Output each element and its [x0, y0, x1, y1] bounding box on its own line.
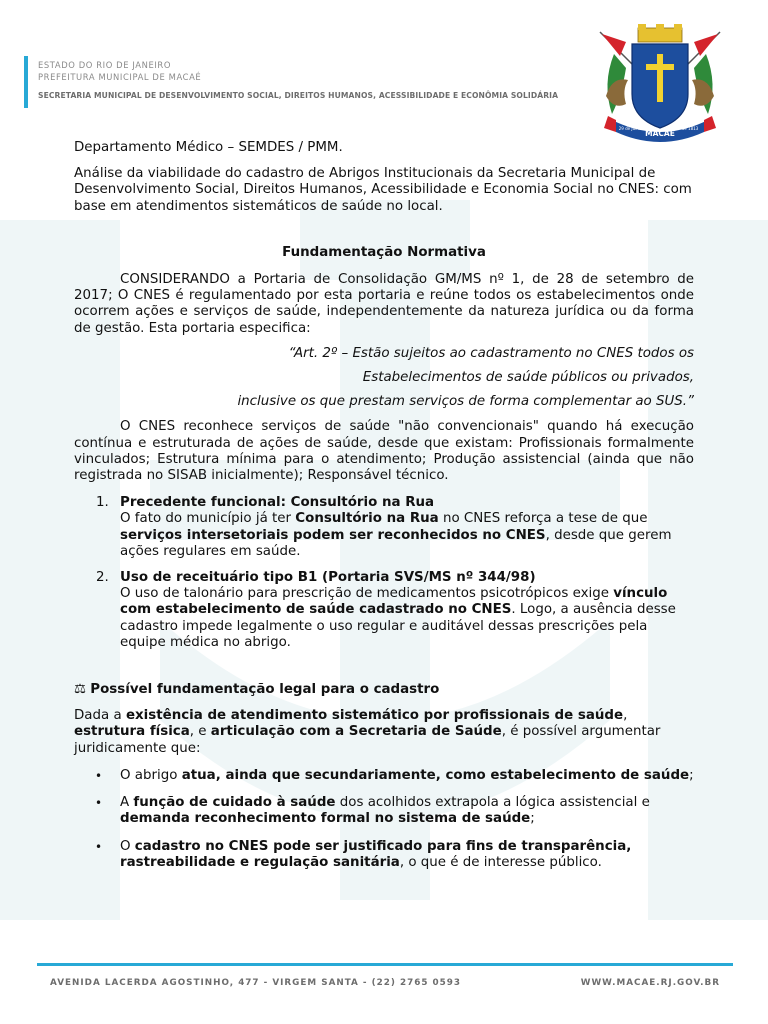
analysis-paragraph: Análise da viabilidade do cadastro de Abrigos Institucionais da Secretaria Municipal de Desenvolvimento Social, Direitos Humanos, Acessibilidade e Economia Social no CNES: com base em atendimentos sistemáticos de saúde no local.	[74, 166, 692, 214]
bullet-item: • O cadastro no CNES pode ser justificado para fins de transparência, rastreabilidade e regulação sanitária, o que é de interesse público.	[95, 838, 632, 870]
letterhead-text	[38, 60, 558, 102]
document-body	[74, 140, 694, 871]
section-title-normative-text: Fundamentação Normativa	[282, 244, 486, 260]
list-item	[74, 570, 694, 651]
letterhead-state: ESTADO DO RIO DE JANEIRO	[38, 60, 172, 70]
crest-label: MACAÉ	[645, 129, 675, 138]
bullet-icon: •	[95, 796, 103, 811]
bullet-item: • O abrigo atua, ainda que secundariamente, como estabelecimento de saúde;	[95, 767, 694, 783]
list-item-title: Uso de receituário tipo B1 (Portaria SVS/MS nº 344/98)	[120, 570, 536, 586]
section-title-legal	[74, 682, 694, 698]
list-item-text: O fato do município já ter Consultório na Rua no CNES reforça a tese de que serviços intersetoriais podem ser reconhecidos no CNES, desde que gerem ações regulares em saúde.	[120, 511, 672, 559]
footer-website-link[interactable]: WWW.MACAE.RJ.GOV.BR	[580, 978, 720, 988]
section-title-normative	[74, 245, 694, 261]
footer-address: AVENIDA LACERDA AGOSTINHO, 477 - VIRGEM SANTA - (22) 2765 0593	[50, 978, 462, 988]
considerando-paragraph: CONSIDERANDO a Portaria de Consolidação GM/MS nº 1, de 28 de setembro de 2017; O CNES é regulamentado por esta portaria e reúne todos os estabelecimentos onde ocorrem ações e serviços de saúde, independentemente da natureza jurídica ou da forma de gestão. Esta portaria especifica:	[74, 272, 694, 336]
cnes-paragraph: O CNES reconhece serviços de saúde "não convencionais" quando há execução contínua e estruturada de ações de saúde, desde que existam: Profissionais formalmente vinculados; Estrutura mínima para o atendimento; Produção assistencial (ainda que não registrada no SISAB inicialmente); Responsável técnico.	[74, 419, 694, 484]
quote-line-3: inclusive os que prestam serviços de forma complementar ao SUS.”	[237, 394, 694, 410]
dada-paragraph: Dada a existência de atendimento sistemático por profissionais de saúde, estrutura física, e articulação com a Secretaria de Saúde, é possível argumentar juridicamente que:	[74, 708, 661, 756]
list-item-number: 1.	[96, 495, 109, 511]
letterhead-accent-bar	[24, 56, 28, 108]
letterhead-prefecture: PREFEITURA MUNICIPAL DE MACAÉ	[38, 71, 202, 82]
crest-right-text: de 1813	[681, 126, 699, 131]
scales-icon: ⚖	[74, 682, 87, 698]
quote-line-2: Estabelecimentos de saúde públicos ou privados,	[362, 370, 694, 386]
bullet-item: • A função de cuidado à saúde dos acolhidos extrapola a lógica assistencial e demanda reconhecimento formal no sistema de saúde;	[95, 795, 650, 827]
letterhead	[24, 56, 584, 108]
legal-quote	[74, 346, 694, 411]
footer-divider	[37, 963, 733, 966]
department-line: Departamento Médico – SEMDES / PMM.	[74, 140, 343, 155]
bullet-icon: •	[95, 768, 103, 783]
list-item	[74, 495, 694, 560]
crest-left-text: 29 de Julho	[618, 126, 642, 131]
bullet-icon: •	[95, 839, 103, 854]
list-item-title: Precedente funcional: Consultório na Rua	[120, 495, 435, 511]
letterhead-secretariat: SECRETARIA MUNICIPAL DE DESENVOLVIMENTO SOCIAL, DIREITOS HUMANOS, ACESSIBILIDADE E ECONÔMIA SOLIDÁRIA	[38, 91, 559, 100]
quote-line-1: “Art. 2º – Estão sujeitos ao cadastramento no CNES todos os	[288, 345, 694, 361]
coat-of-arms-icon	[592, 24, 728, 144]
section-title-legal-text: Possível fundamentação legal para o cadastro	[90, 682, 440, 698]
list-item-number: 2.	[96, 570, 109, 586]
list-item-text: O uso de talonário para prescrição de medicamentos psicotrópicos exige vínculo com estabelecimento de saúde cadastrado no CNES. Logo, a ausência desse cadastro impede legalmente o uso regular e auditável dessas prescrições pela equipe médica no abrigo.	[120, 586, 676, 650]
